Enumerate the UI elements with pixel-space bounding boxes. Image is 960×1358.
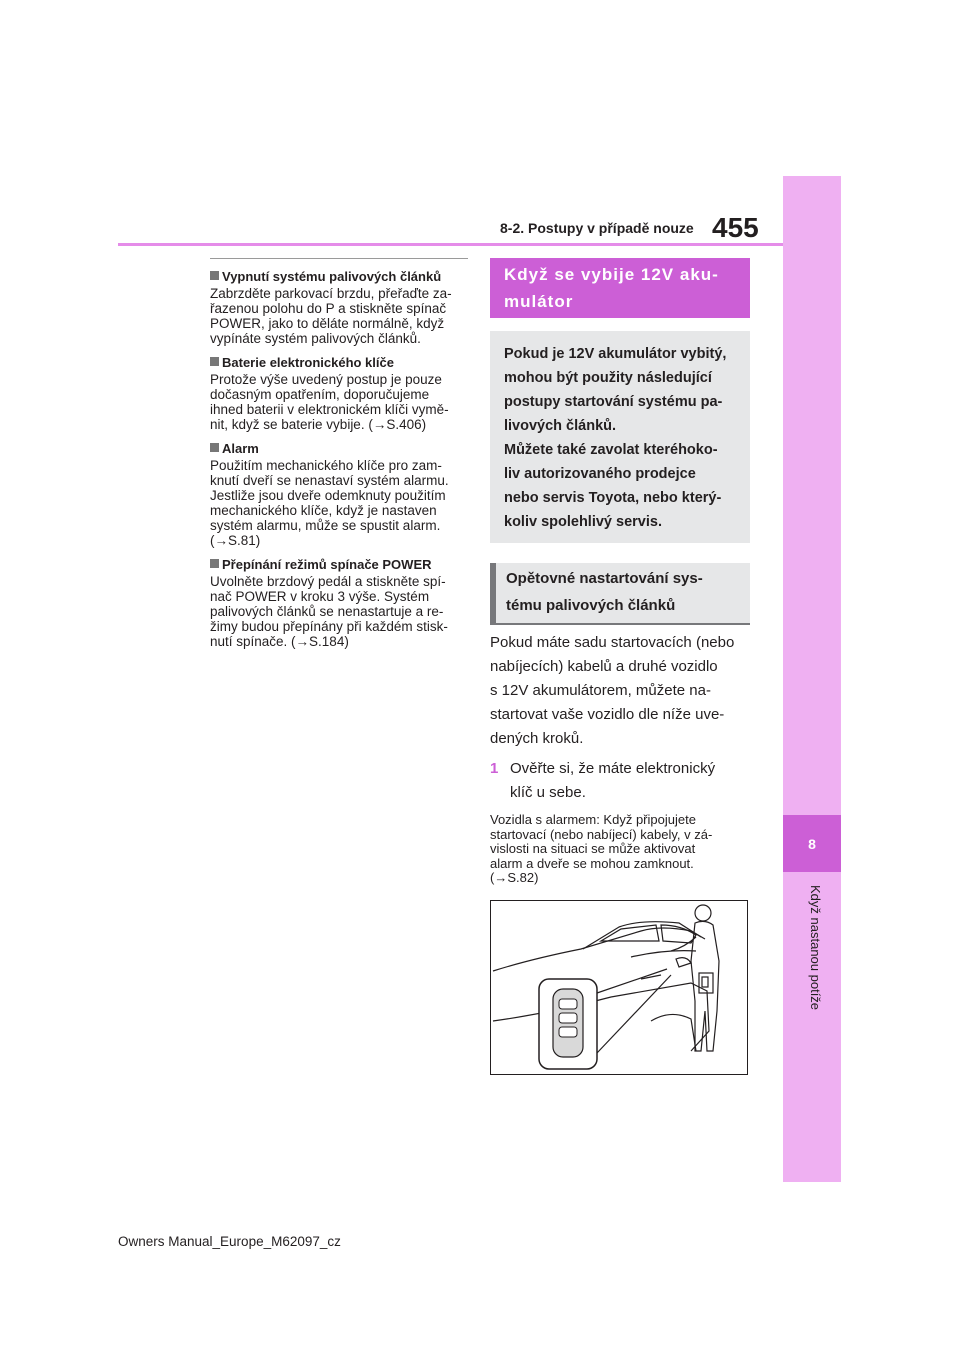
chapter-header: 8-2. Postupy v případě nouze <box>500 220 694 236</box>
step-number: 1 <box>490 760 499 777</box>
item-fuel-cell-off <box>210 268 468 346</box>
item-title: Alarm <box>210 440 468 457</box>
side-tab-label: Když nastanou potíže <box>808 885 823 1011</box>
column-top-rule <box>210 258 468 259</box>
item-text: Použitím mechanického klíče pro zam- knutí dveří se nenastaví systém alarmu. Jestliže jsou dveře odemknuty použitím mechanického klíče, když je nastaven systém alarmu, může se spustit alarm. (→S.81) <box>210 458 449 548</box>
item-text: Zabrzděte parkovací brzdu, přeřaďte za- řazenou polohu do P a stiskněte spínač POWER, jako to děláte normálně, když vypínáte systém palivových článků. <box>210 286 452 346</box>
item-alarm <box>210 440 468 548</box>
intro-text: Pokud máte sadu startovacích (nebo nabíjecích) kabelů a druhé vozidlo s 12V akumulátorem, můžete na- startovat vaše vozidlo dle níže uve- dených kroků. <box>490 634 735 747</box>
item-title: Přepínání režimů spínače POWER <box>210 556 468 573</box>
item-key-battery <box>210 354 468 432</box>
note-text: Vozidla s alarmem: Když připojujete startovací (nebo nabíjecí) kabely, v zá- vislosti na situaci se může aktivovat alarm a dveře se mohou zamknout. (→S.82) <box>490 812 713 885</box>
square-bullet-icon <box>210 559 219 568</box>
page-number: 455 <box>712 212 759 243</box>
left-column <box>210 258 468 657</box>
step-1 <box>490 757 750 805</box>
item-title: Vypnutí systému palivových článků <box>210 268 468 285</box>
car-and-key-illustration <box>491 901 747 1074</box>
side-tab-number: 8 <box>783 815 841 872</box>
square-bullet-icon <box>210 443 219 452</box>
square-bullet-icon <box>210 357 219 366</box>
item-power-modes <box>210 556 468 649</box>
header-rule <box>118 243 783 246</box>
section-title: Opětovné nastartování sys- tému palivových článků <box>490 563 750 625</box>
item-title: Baterie elektronického klíče <box>210 354 468 371</box>
right-column <box>490 258 750 1075</box>
item-text: Uvolněte brzdový pedál a stiskněte spí- nač POWER v kroku 3 výše. Systém palivových článků se nenastartuje a re- žimy budou přepínány při každém stisk- nutí spínače. (→S.184) <box>210 574 448 649</box>
summary-box: Pokud je 12V akumulátor vybitý, mohou být použity následující postupy startování systému pa- livových článků. Můžete také zavolat kteréhoko- liv autorizovaného prodejce nebo servis Toyota, nebo který- koliv spolehlivý servis. <box>490 331 750 543</box>
pink-title-box: Když se vybije 12V aku- mulátor <box>490 258 750 318</box>
step-text: Ověřte si, že máte elektronický klíč u sebe. <box>510 760 716 801</box>
illustration-person-with-key <box>490 900 748 1075</box>
square-bullet-icon <box>210 271 219 280</box>
footer-text: Owners Manual_Europe_M62097_cz <box>118 1234 341 1249</box>
item-text: Protože výše uvedený postup je pouze dočasným opatřením, doporučujeme ihned baterii v elektronickém klíči vymě- nit, když se baterie vybije. (→S.406) <box>210 372 449 432</box>
